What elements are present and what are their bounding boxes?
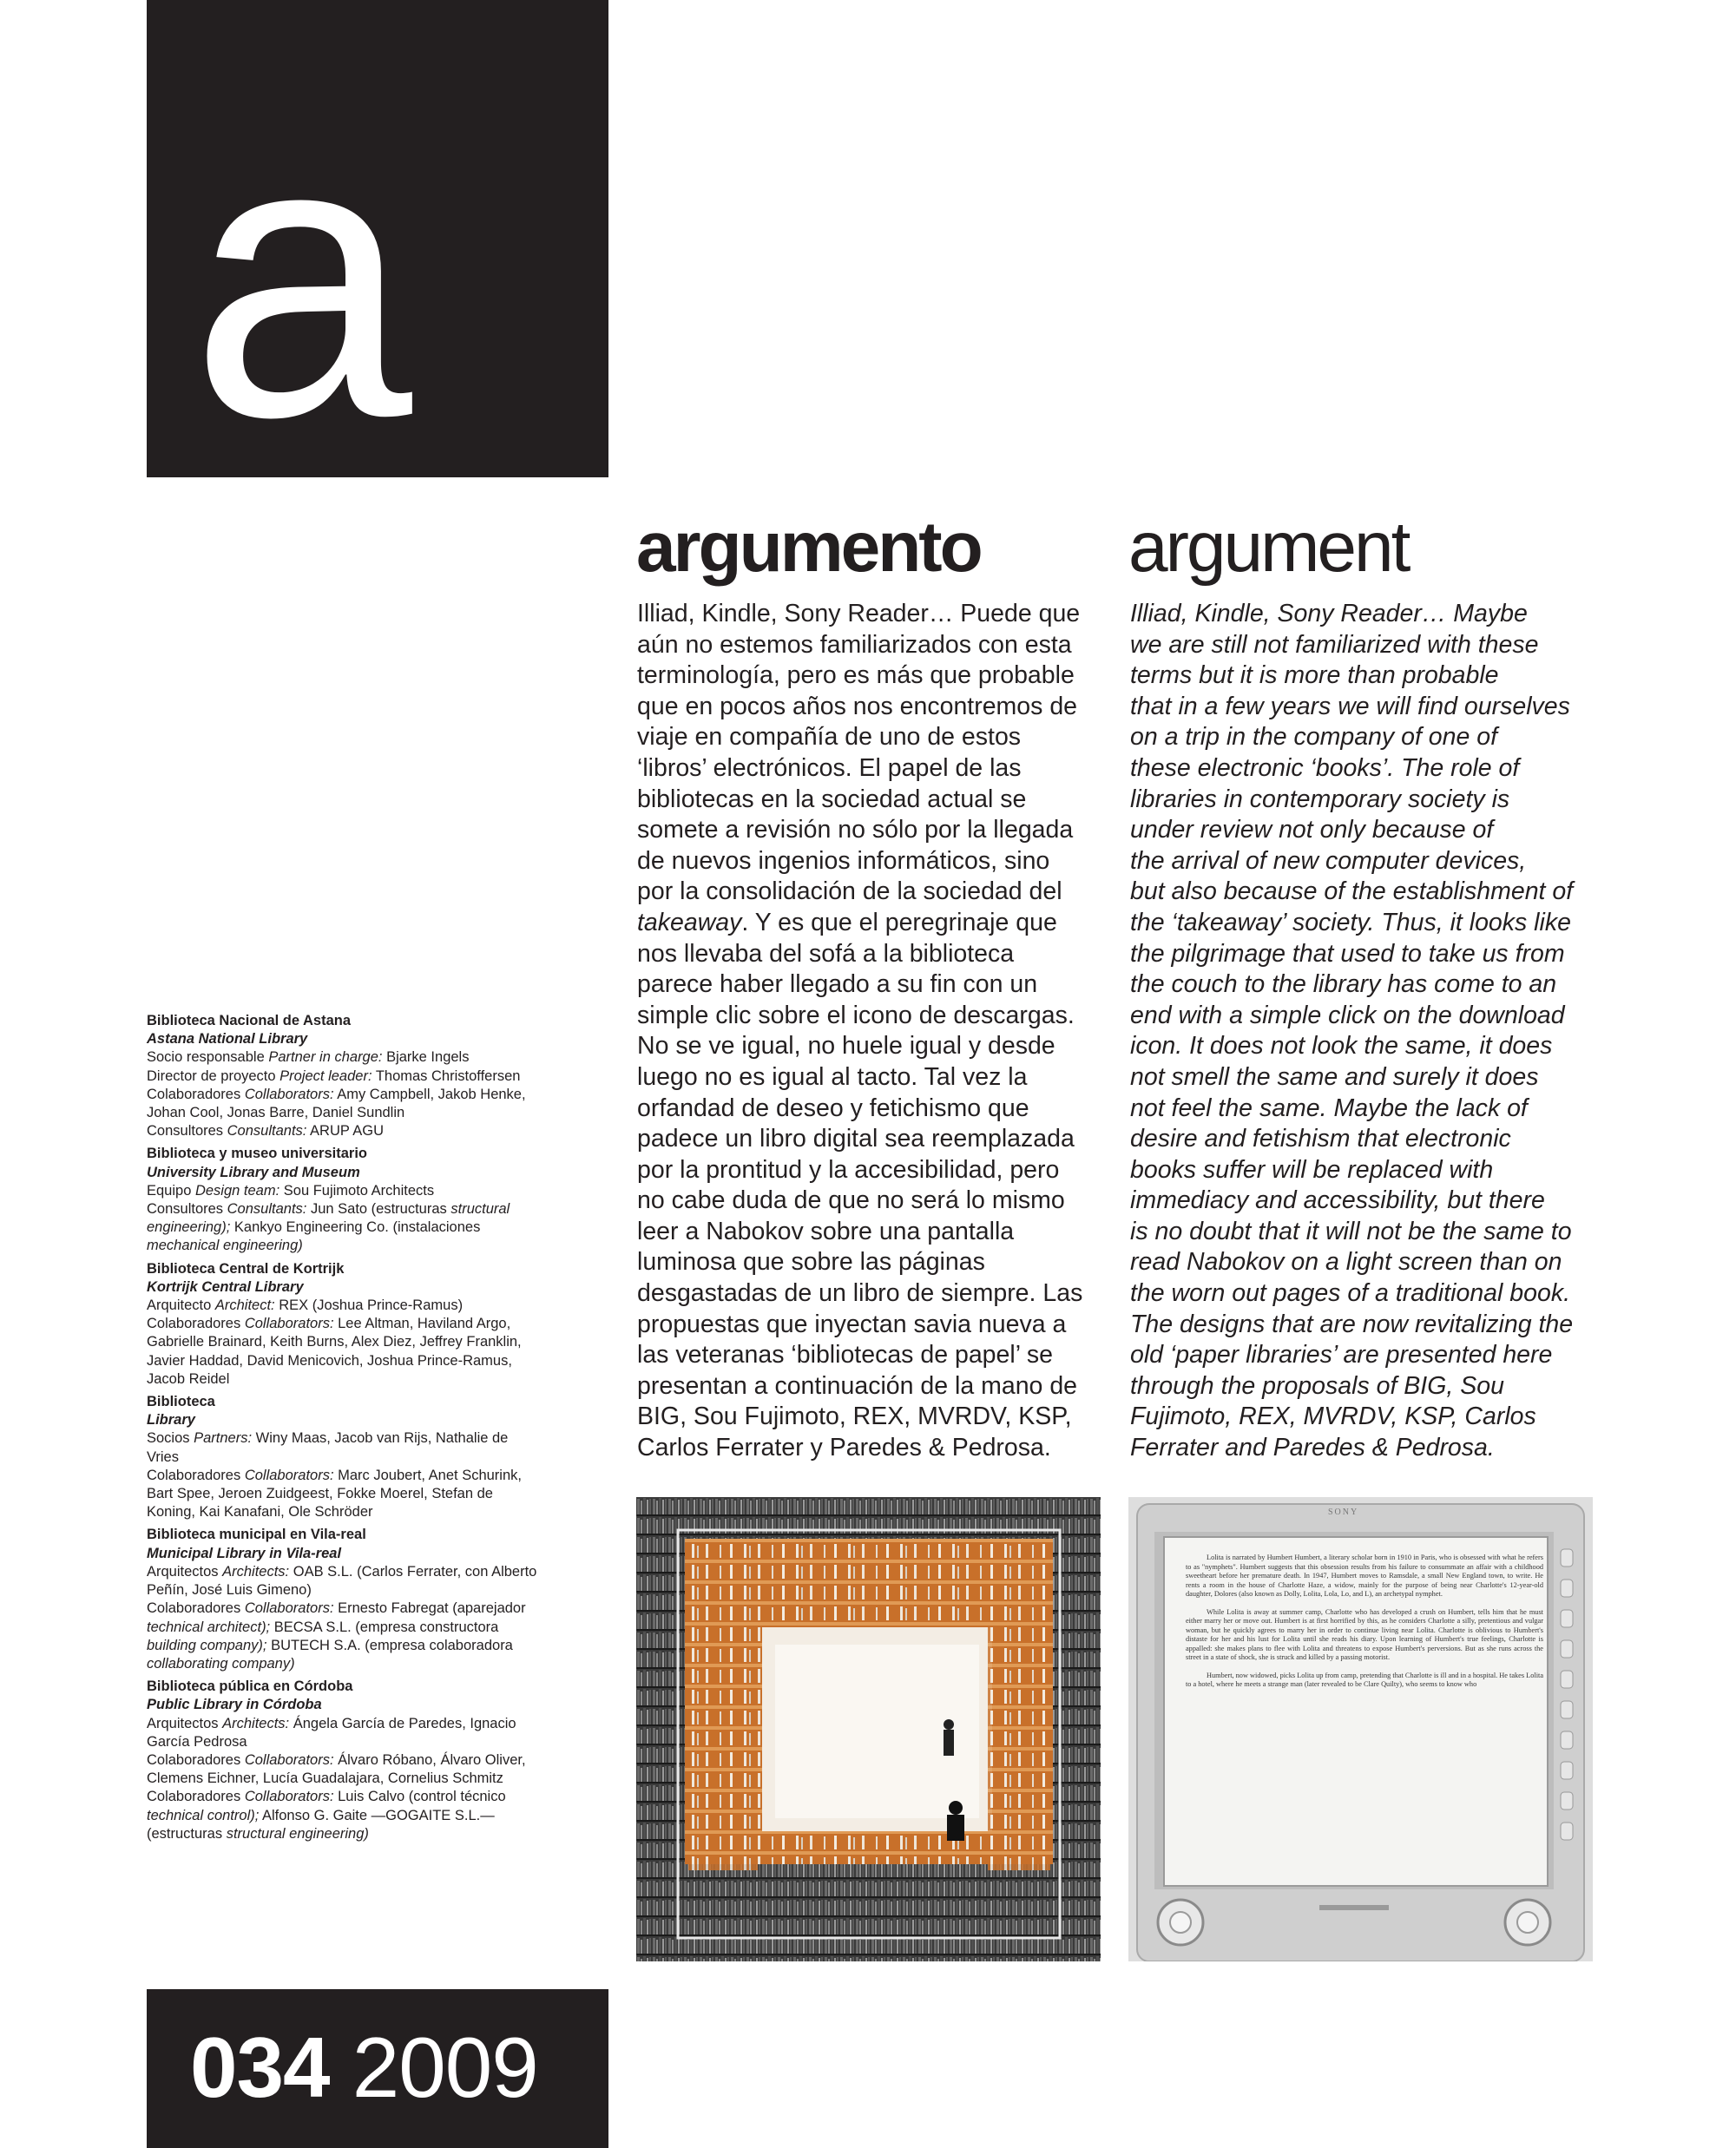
- project-credits: [147, 1012, 537, 1848]
- credit-line: Colaboradores Collaborators: Luis Calvo (control técnico technical control); Alfonso G. Gaite —GOGAITE S.L.— (estructuras structural engineering): [147, 1789, 506, 1842]
- credit-line: Arquitectos Architects: Ángela García de Paredes, Ignacio García Pedrosa: [147, 1715, 516, 1750]
- credit-line: Colaboradores Collaborators: Álvaro Róbano, Álvaro Oliver, Clemens Eichner, Lucía Guadalajara, Cornelius Schmitz: [147, 1751, 526, 1787]
- credit-group: [147, 1526, 537, 1673]
- reader-paragraph: While Lolita is away at summer camp, Charlotte who has developed a crush on Humbert, tells him that he must either marry her or move out. Humbert is at first horrified by this, as he considers Charlotte a silly, pretentious and vulgar woman, but he quickly agrees to marry her in order to continue living near Lolita. Charlotte is oblivious to Humbert's distaste for her and his lust for Lolita until she reads his diary. Upon learning of Humbert's true feelings, Charlotte is appalled: she makes plans to flee with Lolita and threatens to expose Humbert's perversions. But as she runs across the street in a state of shock, she is struck and killed by a passing motorist.: [1186, 1607, 1543, 1661]
- body-text-spanish: Illiad, Kindle, Sony Reader… Puede que aún no estemos familiarizados con esta terminología, pero es más que probable que en pocos años nos encontremos de viaje en compañía de uno de estos ‘libros’ electrónicos. El papel de las bibliotecas en la sociedad actual se somete a revisión no sólo por la llegada de nuevos ingenios informáticos, sino por la consolidación de la sociedad del takeaway. Y es que el peregrinaje que nos llevaba del sofá a la biblioteca parece haber llegado a su fin con un simple clic sobre el icono de descargas. No se ve igual, no huele igual y desde luego no es igual al tacto. Tal vez la orfandad de deseo y fetichismo que padece un libro digital sea reemplazada por la prontitud y la accesibilidad, pero no cabe duda de que no será lo mismo leer a Nabokov sobre una pantalla luminosa que sobre las páginas desgastadas de un libro de siempre. Las propuestas que inyectan savia nueva a las veteranas ‘bibliotecas de papel’ se presentan a continuación de la mano de BIG, Sou Fujimoto, REX, MVRDV, KSP, Carlos Ferrater y Paredes & Pedrosa.: [637, 600, 1083, 1462]
- credit-line: Colaboradores Collaborators: Amy Campbell, Jakob Henke, Johan Cool, Jonas Barre, Daniel Sundlin: [147, 1086, 526, 1121]
- footer-issue-block: [147, 1989, 608, 2148]
- credit-line: Consultores Consultants: ARUP AGU: [147, 1123, 385, 1140]
- issue-number: 034: [190, 2020, 330, 2115]
- credit-group: [147, 1393, 537, 1521]
- reader-screen-text: [1186, 1554, 1543, 1698]
- takeaway-emphasis: takeaway: [637, 908, 742, 936]
- credit-title: Biblioteca pública en Córdoba: [147, 1678, 353, 1695]
- reader-brand-logo: SONY: [1328, 1508, 1359, 1517]
- reader-paragraph: Lolita is narrated by Humbert Humbert, a literary scholar born in 1910 in Paris, who is obsessed with what he refers to as "nymphets". Humbert suggests that this obsession results from his failure to consummate an affair with a childhood sweetheart before her premature death. In 1947, Humbert moves to Ramsdale, a small New England town, to write. He rents a room in the house of Charlotte Haze, a widow, mainly for the purpose of being near Charlotte's 12-year-old daughter, Dolores (also known as Dolly, Lolita, Lola, Lo, and L), an archetypal nymphet.: [1186, 1554, 1543, 1598]
- credit-line: Socios Partners: Winy Maas, Jacob van Rijs, Nathalie de Vries: [147, 1430, 509, 1465]
- credit-subtitle: Public Library in Córdoba: [147, 1697, 322, 1713]
- issue-year: 2009: [352, 2020, 538, 2115]
- credit-line: Colaboradores Collaborators: Lee Altman, Haviland Argo, Gabrielle Brainard, Keith Burns, Alex Diez, Jeffrey Franklin, Javier Haddad, David Menicovich, Joshua Prince-Ramus, Jacob Reidel: [147, 1316, 522, 1387]
- credit-line: Consultores Consultants: Jun Sato (estructuras structural engineering); Kankyo Engineering Co. (instalaciones mechanical engineering): [147, 1201, 510, 1254]
- credit-subtitle: Library: [147, 1412, 195, 1429]
- credit-title: Biblioteca municipal en Vila-real: [147, 1527, 366, 1543]
- body-text-english: Illiad, Kindle, Sony Reader… Maybe we are still not familiarized with these terms but it is more than probable that in a few years we will find ourselves on a trip in the company of one of these electronic ‘books’. The role of libraries in contemporary society is under review not only because of the arrival of new computer devices, but also because of the establishment of the ‘takeaway’ society. Thus, it looks like the pilgrimage that used to take us from the couch to the library has come to an end with a simple click on the download icon. It does not look the same, it does not smell the same and surely it does not feel the same. Maybe the lack of desire and fetishism that electronic books suffer will be replaced with immediacy and accessibility, but there is no doubt that it will not be the same to read Nabokov on a light screen than on the worn out pages of a traditional book. The designs that are now revitalizing the old ‘paper libraries’ are presented here through the proposals of BIG, Sou Fujimoto, REX, MVRDV, KSP, Carlos Ferrater and Paredes & Pedrosa.: [1130, 600, 1574, 1462]
- issue-label: [190, 2020, 538, 2115]
- credit-subtitle: Astana National Library: [147, 1031, 308, 1048]
- credit-line: Equipo Design team: Sou Fujimoto Architects: [147, 1182, 435, 1199]
- ebook-reader-image: [1128, 1497, 1593, 1961]
- credit-line: Colaboradores Collaborators: Ernesto Fabregat (aparejador technical architect); BECSA S.L. (empresa constructora building company); BUTECH S.A. (empresa colaboradora collaborating company): [147, 1600, 526, 1672]
- credit-line: Arquitectos Architects: OAB S.L. (Carlos Ferrater, con Alberto Peñín, José Luis Gimeno): [147, 1563, 537, 1599]
- credit-group: [147, 1012, 537, 1140]
- credit-title: Biblioteca: [147, 1394, 215, 1410]
- credit-subtitle: University Library and Museum: [147, 1164, 360, 1180]
- credit-title: Biblioteca Central de Kortrijk: [147, 1260, 345, 1277]
- heading-english: argument: [1128, 508, 1409, 587]
- credit-group: [147, 1678, 537, 1843]
- credit-subtitle: Municipal Library in Vila-real: [147, 1545, 342, 1561]
- credit-line: Arquitecto Architect: REX (Joshua Prince-Ramus): [147, 1297, 464, 1314]
- credit-subtitle: Kortrijk Central Library: [147, 1278, 304, 1295]
- library-bookshelf-illustration: [636, 1497, 1101, 1961]
- logo-block: [147, 0, 608, 477]
- credit-line: Director de proyecto Project leader: Thomas Christoffersen: [147, 1067, 521, 1084]
- reader-paragraph: Humbert, now widowed, picks Lolita up from camp, pretending that Charlotte is ill and in a hospital. He takes Lolita to a hotel, where he meets a strange man (later revealed to be Clare Quilty), who seems to know who: [1186, 1671, 1543, 1688]
- heading-spanish: argumento: [636, 508, 981, 587]
- library-render-image: [636, 1497, 1101, 1961]
- credit-group: [147, 1145, 537, 1255]
- credit-line: Socio responsable Partner in charge: Bjarke Ingels: [147, 1049, 470, 1066]
- credit-group: [147, 1260, 537, 1389]
- credit-line: Colaboradores Collaborators: Marc Joubert, Anet Schurink, Bart Spee, Jeroen Zuidgeest, Fokke Moerel, Stefan de Koning, Kai Kanafani, Ole Schröder: [147, 1467, 522, 1521]
- credit-title: Biblioteca Nacional de Astana: [147, 1013, 352, 1028]
- logo-letter: a: [190, 55, 404, 477]
- credit-title: Biblioteca y museo universitario: [147, 1146, 367, 1162]
